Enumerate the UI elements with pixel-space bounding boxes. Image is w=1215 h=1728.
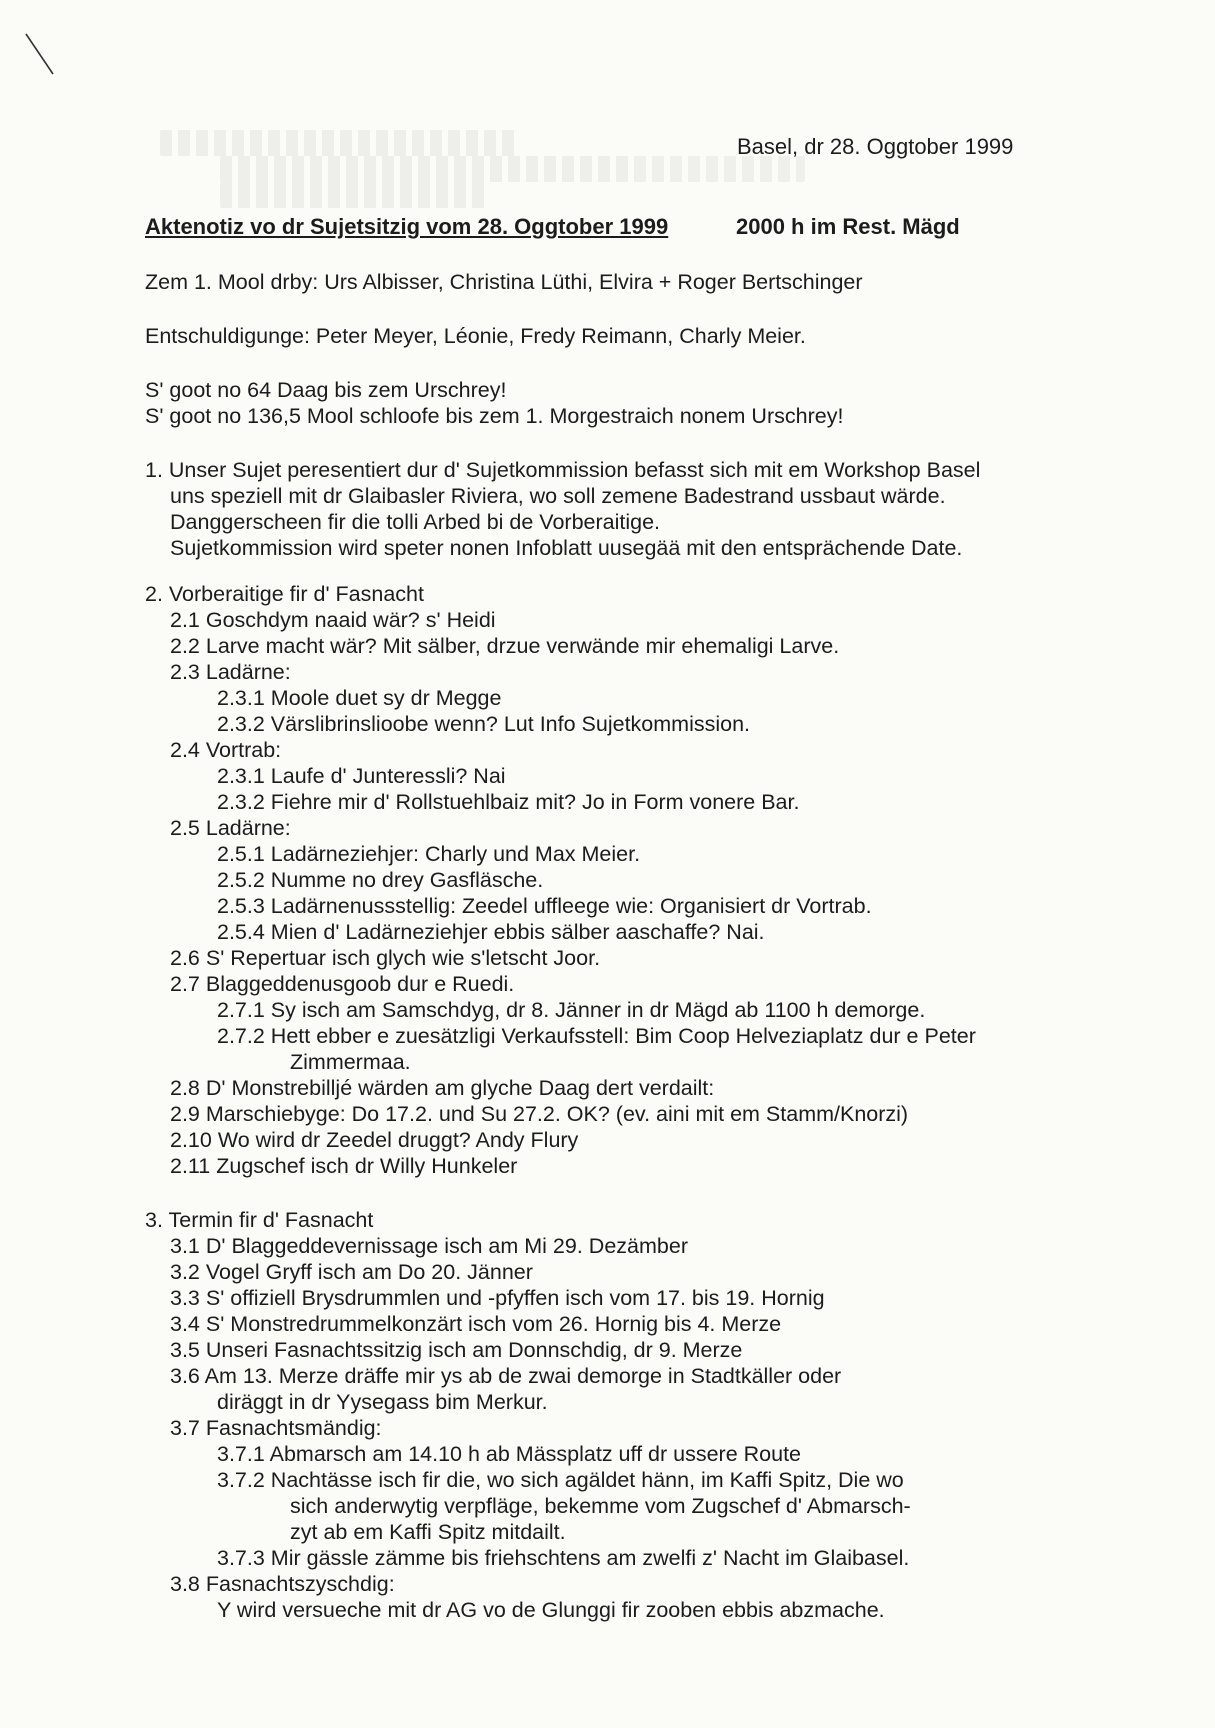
list-item: 3.7.2 Nachtässe isch fir die, wo sich agäldet hänn, im Kaffi Spitz, Die wo — [217, 1468, 904, 1492]
list-item: 2.7 Blaggeddenusgoob dur e Ruedi. — [170, 972, 515, 996]
list-item-continuation: diräggt in dr Yysegass bim Merkur. — [217, 1390, 548, 1414]
list-item: 2.4 Vortrab: — [170, 738, 282, 762]
list-item: 2.3 Ladärne: — [170, 660, 291, 684]
list-item: 2.5 Ladärne: — [170, 816, 291, 840]
title-time-place: 2000 h im Rest. Mägd — [736, 214, 960, 239]
countdown-line: S' goot no 136,5 Mool schloofe bis zem 1. Morgestraich nonem Urschrey! — [145, 404, 844, 428]
list-item: 2.5.2 Numme no drey Gasfläsche. — [217, 868, 544, 892]
list-item: 2.11 Zugschef isch dr Willy Hunkeler — [170, 1154, 518, 1178]
countdown-line: S' goot no 64 Daag bis zem Urschrey! — [145, 378, 507, 402]
list-item: 3.1 D' Blaggeddevernissage isch am Mi 29. Dezämber — [170, 1234, 688, 1258]
section1-line: Sujetkommission wird speter nonen Infoblatt uusegää mit den entsprächende Date. — [170, 536, 963, 560]
list-item: 3.8 Fasnachtszyschdig: — [170, 1572, 395, 1596]
date-line: Basel, dr 28. Oggtober 1999 — [737, 134, 1014, 159]
section1-line: Danggerscheen fir die tolli Arbed bi de Vorberaitige. — [170, 510, 661, 534]
section3-heading: 3. Termin fir d' Fasnacht — [145, 1208, 374, 1232]
list-item: 2.9 Marschiebyge: Do 17.2. und Su 27.2. OK? (ev. aini mit em Stamm/Knorzi) — [170, 1102, 909, 1126]
list-item: 2.5.4 Mien d' Ladärneziehjer ebbis sälber aaschaffe? Nai. — [217, 920, 765, 944]
list-item: 2.7.2 Hett ebber e zuesätzligi Verkaufsstell: Bim Coop Helveziaplatz dur e Peter — [217, 1024, 976, 1048]
section2-heading: 2. Vorberaitige fir d' Fasnacht — [145, 582, 424, 606]
list-item: 2.10 Wo wird dr Zeedel druggt? Andy Flury — [170, 1128, 579, 1152]
list-item: 3.7.3 Mir gässle zämme bis friehschtens am zwelfi z' Nacht im Glaibasel. — [217, 1546, 910, 1570]
list-item: 3.5 Unseri Fasnachtssitzig isch am Donnschdig, dr 9. Merze — [170, 1338, 743, 1362]
document-body — [145, 269, 1065, 1623]
list-item: 3.3 S' offiziell Brysdrummlen und -pfyffen isch vom 17. bis 19. Hornig — [170, 1286, 825, 1310]
list-item: 2.8 D' Monstrebilljé wärden am glyche Daag dert verdailt: — [170, 1076, 715, 1100]
section1-line: uns speziell mit dr Glaibasler Riviera, wo soll zemene Badestrand ussbaut wärde. — [170, 484, 946, 508]
list-item: 2.1 Goschdym naaid wär? s' Heidi — [170, 608, 496, 632]
title-meeting: Aktenotiz vo dr Sujetsitzig vom 28. Oggtober 1999 — [145, 214, 669, 239]
document-title — [145, 214, 975, 240]
excused-line: Entschuldigunge: Peter Meyer, Léonie, Fredy Reimann, Charly Meier. — [145, 324, 806, 348]
list-item: 2.3.2 Värslibrinslioobe wenn? Lut Info Sujetkommission. — [217, 712, 751, 736]
list-item: 2.2 Larve macht wär? Mit sälber, drzue verwände mir ehemaligi Larve. — [170, 634, 840, 658]
list-item: 2.6 S' Repertuar isch glych wie s'letscht Joor. — [170, 946, 601, 970]
list-item: 2.3.1 Laufe d' Junteressli? Nai — [217, 764, 506, 788]
list-item: 2.3.1 Moole duet sy dr Megge — [217, 686, 502, 710]
list-item: 3.4 S' Monstredrummelkonzärt isch vom 26. Hornig bis 4. Merze — [170, 1312, 782, 1336]
pen-stroke-mark — [20, 30, 60, 80]
list-item: 2.5.1 Ladärneziehjer: Charly und Max Meier. — [217, 842, 641, 866]
list-item: 2.3.2 Fiehre mir d' Rollstuehlbaiz mit? Jo in Form vonere Bar. — [217, 790, 800, 814]
list-item-continuation: Zimmermaa. — [290, 1050, 411, 1074]
list-item-continuation: Y wird versueche mit dr AG vo de Glunggi fir zooben ebbis abzmache. — [217, 1598, 885, 1622]
list-item: 2.7.1 Sy isch am Samschdyg, dr 8. Jänner in dr Mägd ab 1100 h demorge. — [217, 998, 926, 1022]
attendees-line: Zem 1. Mool drby: Urs Albisser, Christina Lüthi, Elvira + Roger Bertschinger — [145, 270, 863, 294]
list-item: 3.7 Fasnachtsmändig: — [170, 1416, 382, 1440]
list-item-continuation: sich anderwytig verpfläge, bekemme vom Zugschef d' Abmarsch- — [290, 1494, 911, 1518]
list-item: 2.5.3 Ladärnenussstellig: Zeedel uffleege wie: Organisiert dr Vortrab. — [217, 894, 872, 918]
list-item: 3.2 Vogel Gryff isch am Do 20. Jänner — [170, 1260, 533, 1284]
list-item: 3.7.1 Abmarsch am 14.10 h ab Mässplatz uff dr ussere Route — [217, 1442, 802, 1466]
section1-line: 1. Unser Sujet peresentiert dur d' Sujetkommission befasst sich mit em Workshop Basel — [145, 458, 981, 482]
list-item-continuation: zyt ab em Kaffi Spitz mitdailt. — [290, 1520, 566, 1544]
list-item: 3.6 Am 13. Merze dräffe mir ys ab de zwai demorge in Stadtkäller oder — [170, 1364, 842, 1388]
